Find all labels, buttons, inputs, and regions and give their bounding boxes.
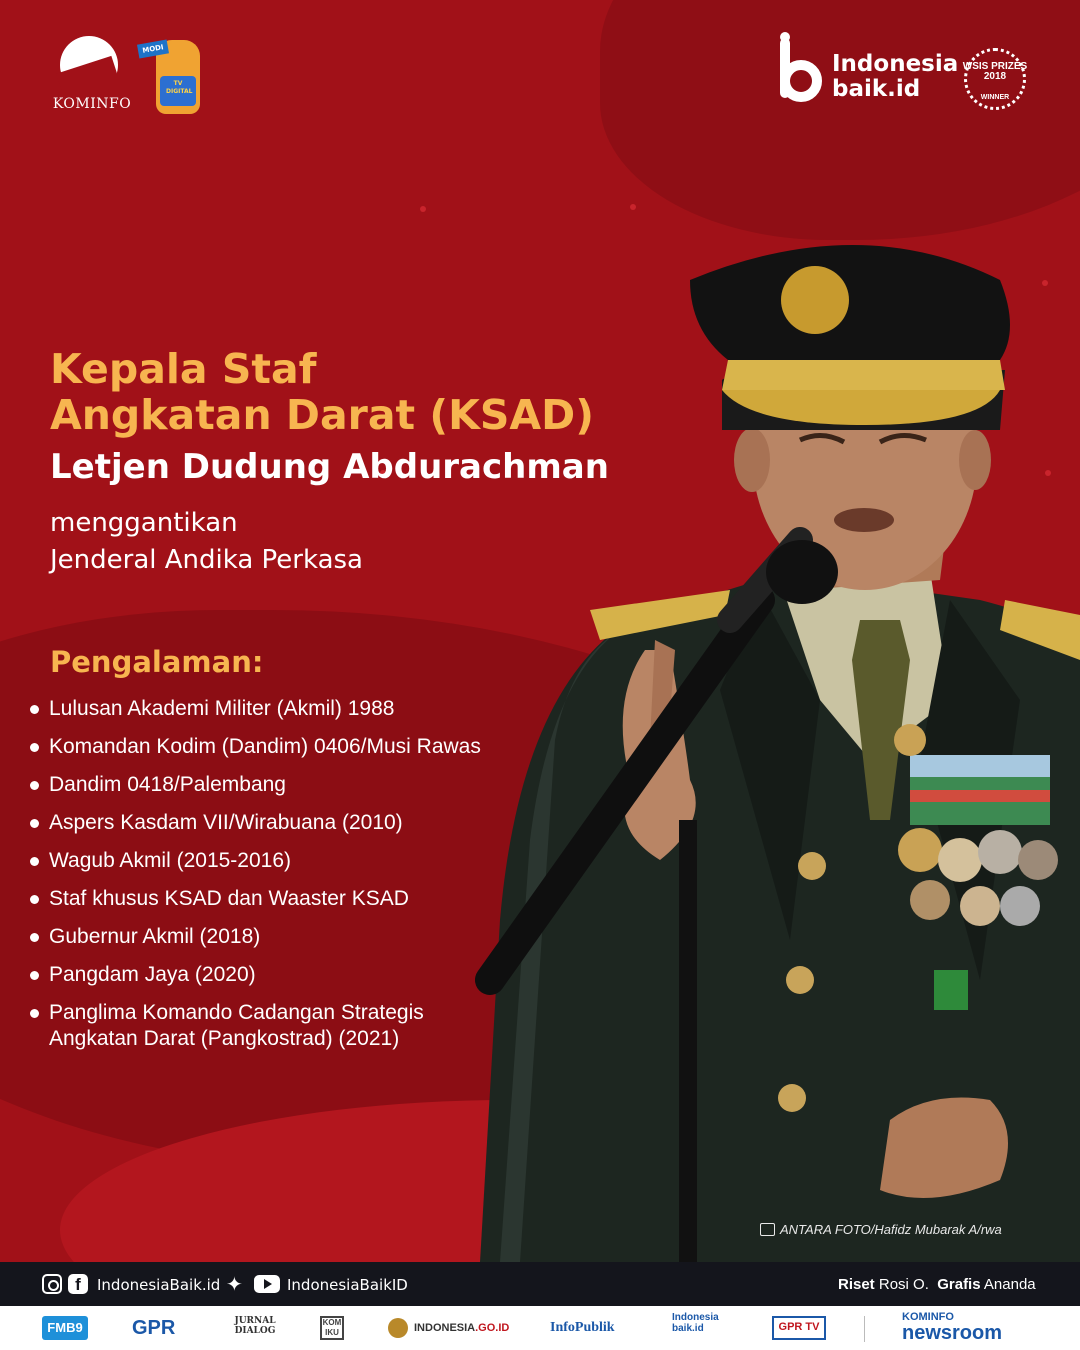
graphic-name: Ananda bbox=[983, 1276, 1036, 1293]
list-item-text: Gubernur Akmil (2018) bbox=[49, 925, 261, 948]
mascot-badge: TV DIGITAL bbox=[166, 80, 193, 95]
list-item bbox=[30, 810, 500, 836]
award-title: WSIS PRIZES 2018 bbox=[962, 61, 1028, 82]
decor-dot bbox=[630, 204, 636, 210]
ib-mark-ring bbox=[780, 60, 822, 102]
replace-text-line1: menggantikan bbox=[50, 508, 238, 538]
indonesia-go-suffix: .GO.ID bbox=[475, 1322, 510, 1334]
page-title-line1: Kepala Staf bbox=[50, 345, 317, 393]
indonesiabaik-logo bbox=[778, 32, 978, 112]
infopublik-logo[interactable]: InfoPublik bbox=[550, 1320, 615, 1335]
camera-icon bbox=[760, 1223, 775, 1236]
award-winner: WINNER bbox=[980, 94, 1010, 101]
modi-mascot-logo bbox=[138, 36, 206, 116]
list-item bbox=[30, 848, 500, 874]
garuda-icon bbox=[388, 1318, 408, 1338]
bullet-icon bbox=[30, 1009, 39, 1018]
list-item bbox=[30, 696, 500, 722]
bullet-icon bbox=[30, 971, 39, 980]
instagram-icon[interactable] bbox=[42, 1274, 62, 1294]
list-item-text: Dandim 0418/Palembang bbox=[49, 773, 286, 796]
list-item bbox=[30, 1000, 430, 1052]
bullet-icon bbox=[30, 857, 39, 866]
mascot-flag: MODI bbox=[137, 40, 169, 59]
kominfo-logo bbox=[52, 36, 130, 116]
newsroom-top-text: KOMINFO bbox=[902, 1311, 954, 1323]
kominfo-newsroom-logo[interactable] bbox=[902, 1311, 1003, 1344]
research-name: Rosi O. bbox=[878, 1276, 929, 1293]
list-item bbox=[30, 924, 500, 950]
experience-list bbox=[30, 696, 500, 1064]
komiku-logo[interactable]: KOM IKU bbox=[320, 1316, 344, 1340]
list-item bbox=[30, 772, 500, 798]
indonesiabaik-mark-icon bbox=[778, 32, 826, 108]
list-item-text: Komandan Kodim (Dandim) 0406/Musi Rawas bbox=[49, 735, 481, 758]
fmb9-logo[interactable]: FMB9 bbox=[42, 1316, 88, 1340]
officer-name: Letjen Dudung Abdurachman bbox=[50, 447, 609, 487]
research-label: Riset bbox=[838, 1276, 875, 1293]
experience-heading: Pengalaman: bbox=[50, 645, 264, 679]
list-item bbox=[30, 886, 500, 912]
kominfo-label: KOMINFO bbox=[52, 96, 132, 112]
jurnal-dialog-logo[interactable]: JURNAL DIALOG bbox=[234, 1316, 276, 1336]
list-item-text: Pangdam Jaya (2020) bbox=[49, 963, 256, 986]
indonesia-go-id-logo[interactable] bbox=[388, 1316, 509, 1340]
indonesia-go-text: INDONESIA bbox=[414, 1322, 476, 1334]
research-credits bbox=[838, 1275, 1036, 1295]
brand-line2: baik.id bbox=[832, 76, 921, 102]
list-item-text: Wagub Akmil (2015-2016) bbox=[49, 849, 292, 872]
bullet-icon bbox=[30, 933, 39, 942]
twitter-icon[interactable]: ✦ bbox=[226, 1272, 243, 1296]
decor-dot bbox=[420, 206, 426, 212]
photo-credit: ANTARA FOTO/Hafidz Mubarak A/rwa bbox=[780, 1222, 1002, 1237]
gpr-tv-logo[interactable]: GPR TV bbox=[772, 1316, 826, 1340]
youtube-icon[interactable] bbox=[254, 1275, 280, 1293]
graphic-label: Grafis bbox=[937, 1276, 981, 1293]
list-item-text: Staf khusus KSAD dan Waaster KSAD bbox=[49, 887, 409, 910]
facebook-icon[interactable]: f bbox=[68, 1274, 88, 1294]
social-handle-1[interactable]: IndonesiaBaik.id bbox=[97, 1276, 221, 1294]
newsroom-big-text: newsroom bbox=[902, 1322, 1003, 1344]
list-item-text: Aspers Kasdam VII/Wirabuana (2010) bbox=[49, 811, 403, 834]
bullet-icon bbox=[30, 819, 39, 828]
list-item-text: Lulusan Akademi Militer (Akmil) 1988 bbox=[49, 697, 395, 720]
wsis-award-badge bbox=[962, 48, 1028, 112]
indonesiabaik-small-logo[interactable]: Indonesia baik.id bbox=[672, 1312, 719, 1334]
officer-photo bbox=[460, 220, 1080, 1262]
bullet-icon bbox=[30, 705, 39, 714]
indonesiabaik-wordmark bbox=[832, 52, 958, 102]
bullet-icon bbox=[30, 781, 39, 790]
brand-line1: Indonesia bbox=[832, 51, 959, 77]
bullet-icon bbox=[30, 895, 39, 904]
divider bbox=[864, 1316, 865, 1342]
list-item bbox=[30, 962, 500, 988]
gpr-logo[interactable]: GPR bbox=[132, 1317, 176, 1339]
bullet-icon bbox=[30, 743, 39, 752]
replace-text-line2: Jenderal Andika Perkasa bbox=[50, 545, 363, 575]
social-handle-2[interactable]: IndonesiaBaikID bbox=[287, 1276, 408, 1294]
list-item-text: Panglima Komando Cadangan Strategis Angkatan Darat (Pangkostrad) (2021) bbox=[49, 1001, 424, 1050]
page-title-line2: Angkatan Darat (KSAD) bbox=[50, 391, 594, 439]
list-item bbox=[30, 734, 500, 760]
